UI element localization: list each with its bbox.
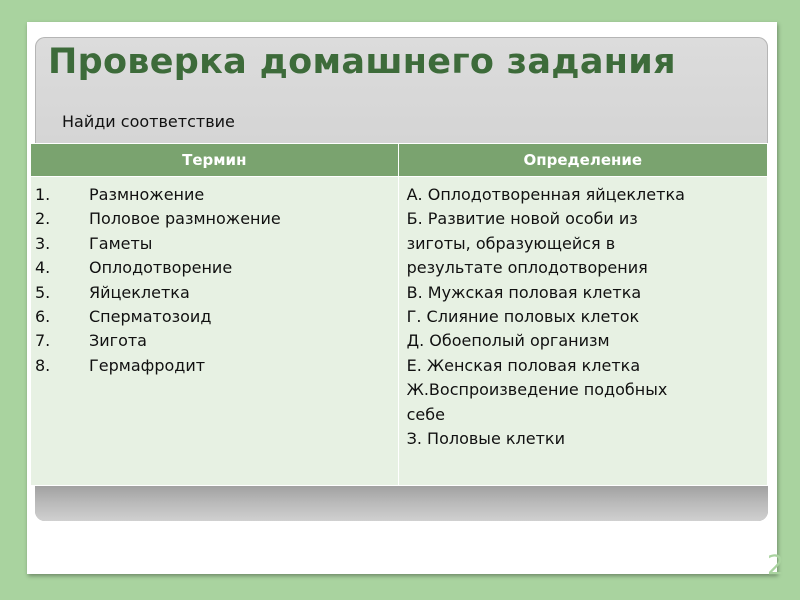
definition-line: Д. Обоеполый организм bbox=[406, 331, 610, 351]
term-text: Гермафродит bbox=[89, 355, 206, 375]
term-item bbox=[35, 354, 394, 378]
term-item bbox=[35, 329, 394, 353]
term-item bbox=[35, 207, 394, 231]
term-number: 7. bbox=[35, 331, 51, 351]
term-text: Гаметы bbox=[89, 233, 153, 253]
slide-title: Проверка домашнего задания bbox=[48, 42, 676, 82]
definition-line: себе bbox=[406, 404, 445, 424]
term-text: Половое размножение bbox=[89, 209, 281, 229]
term-text: Размножение bbox=[89, 185, 205, 204]
term-number: 8. bbox=[35, 355, 51, 375]
definition-line: Ж.Воспроизведение подобных bbox=[406, 380, 668, 400]
definitions-cell bbox=[398, 177, 767, 486]
term-number: 4. bbox=[35, 258, 51, 278]
definition-line: Г. Слияние половых клеток bbox=[406, 307, 640, 327]
definition-line: Е. Женская половая клетка bbox=[406, 355, 641, 375]
page-number: 2 bbox=[767, 550, 785, 581]
term-text: Оплодотворение bbox=[89, 258, 233, 278]
term-text: Зигота bbox=[89, 331, 147, 351]
definition-line: З. Половые клетки bbox=[406, 429, 565, 449]
definition-line: результате оплодотворения bbox=[406, 258, 648, 278]
definition-line: А. Оплодотворенная яйцеклетка bbox=[406, 185, 685, 204]
table-header-row bbox=[31, 144, 768, 177]
term-item bbox=[35, 281, 394, 305]
term-number: 3. bbox=[35, 233, 51, 253]
term-item bbox=[35, 256, 394, 280]
term-number: 6. bbox=[35, 307, 51, 327]
term-item bbox=[35, 183, 394, 207]
definition-line: зиготы, образующейся в bbox=[406, 233, 616, 253]
terms-cell bbox=[31, 177, 399, 486]
header-definition: Определение bbox=[398, 144, 767, 177]
slide-subtitle: Найди соответствие bbox=[62, 112, 235, 131]
term-number: 2. bbox=[35, 209, 51, 229]
term-text: Яйцеклетка bbox=[89, 282, 190, 302]
table-body-row bbox=[31, 177, 768, 486]
matching-table bbox=[30, 143, 768, 486]
header-term: Термин bbox=[31, 144, 399, 177]
term-text: Сперматозоид bbox=[89, 307, 212, 327]
definition-line: Б. Развитие новой особи из bbox=[406, 209, 638, 229]
term-number: 5. bbox=[35, 282, 51, 302]
term-number: 1. bbox=[35, 185, 51, 204]
term-item bbox=[35, 232, 394, 256]
term-item bbox=[35, 305, 394, 329]
definition-line: В. Мужская половая клетка bbox=[406, 282, 642, 302]
